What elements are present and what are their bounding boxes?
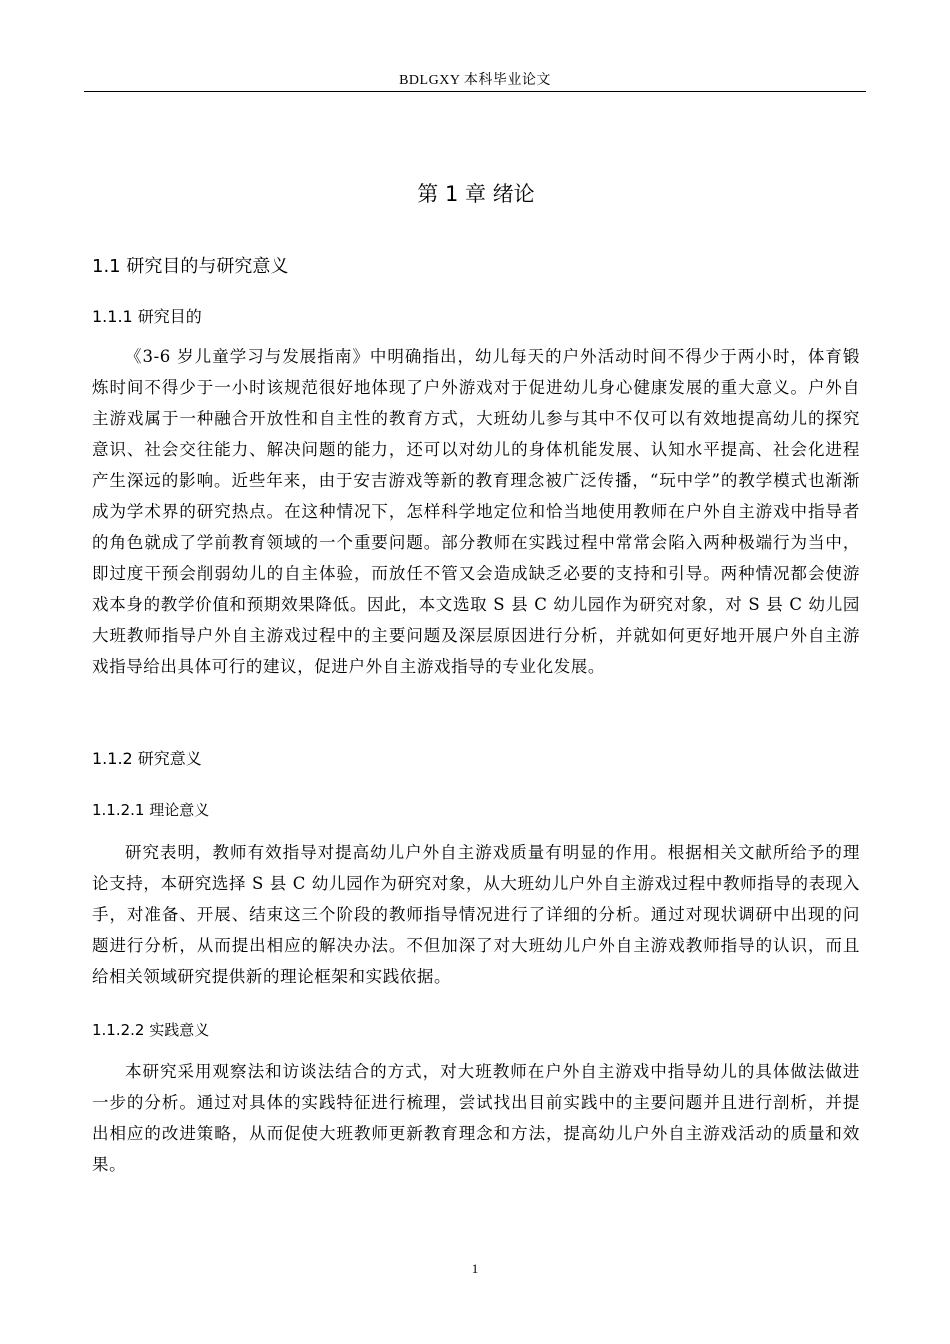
header-rule [84, 91, 866, 92]
section-heading-1-1-2-1: 1.1.2.1 理论意义 [92, 801, 210, 819]
paragraph-theoretical-significance: 研究表明，教师有效指导对提高幼儿户外自主游戏质量有明显的作用。根据相关文献所给予的理论支持，本研究选择 S 县 C 幼儿园作为研究对象，从大班幼儿户外自主游戏过程中教师指导的表现入手，对准备、开展、结束这三个阶段的教师指导情况进行了详细的分析。通过对现状调研中出现的问题进行分析，从而提出相应的解决办法。不但加深了对大班幼儿户外自主游戏教师指导的认识，而且给相关领域研究提供新的理论框架和实践依据。 [92, 843, 860, 986]
paragraph-research-purpose: 《3-6 岁儿童学习与发展指南》中明确指出，幼儿每天的户外活动时间不得少于两小时，体育锻炼时间不得少于一小时该规范很好地体现了户外游戏对于促进幼儿身心健康发展的重大意义。户外自主游戏属于一种融合开放性和自主性的教育方式，大班幼儿参与其中不仅可以有效地提高幼儿的探究意识、社会交往能力、解决问题的能力，还可以对幼儿的身体机能发展、认知水平提高、社会化进程产生深远的影响。近些年来，由于安吉游戏等新的教育理念被广泛传播，“玩中学”的教学模式也渐渐成为学术界的研究热点。在这种情况下，怎样科学地定位和恰当地使用教师在户外自主游戏中指导者的角色就成了学前教育领域的一个重要问题。部分教师在实践过程中常常会陷入两种极端行为当中，即过度干预会削弱幼儿的自主体验，而放任不管又会造成缺乏必要的支持和引导。两种情况都会使游戏本身的教学价值和预期效果降低。因此，本文选取 S 县 C 幼儿园作为研究对象，对 S 县 C 幼儿园大班教师指导户外自主游戏过程中的主要问题及深层原因进行分析，并就如何更好地开展户外自主游戏指导给出具体可行的建议，促进户外自主游戏指导的专业化发展。 [92, 347, 860, 676]
section-heading-1-1-2-2: 1.1.2.2 实践意义 [92, 1021, 210, 1039]
paragraph-practical-significance: 本研究采用观察法和访谈法结合的方式，对大班教师在户外自主游戏中指导幼儿的具体做法做进一步的分析。通过对具体的实践特征进行梳理，尝试找出目前实践中的主要问题并且进行剖析，并提出相应的改进策略，从而促使大班教师更新教育理念和方法，提高幼儿户外自主游戏活动的质量和效果。 [92, 1062, 860, 1174]
section-heading-1-1-1: 1.1.1 研究目的 [92, 307, 202, 326]
running-header: BDLGXY 本科毕业论文 [399, 73, 551, 88]
section-heading-1-1: 1.1 研究目的与研究意义 [92, 256, 289, 277]
page-number: 1 [471, 1261, 479, 1276]
section-heading-1-1-2: 1.1.2 研究意义 [92, 749, 202, 768]
chapter-title: 第 1 章 绪论 [417, 182, 535, 206]
